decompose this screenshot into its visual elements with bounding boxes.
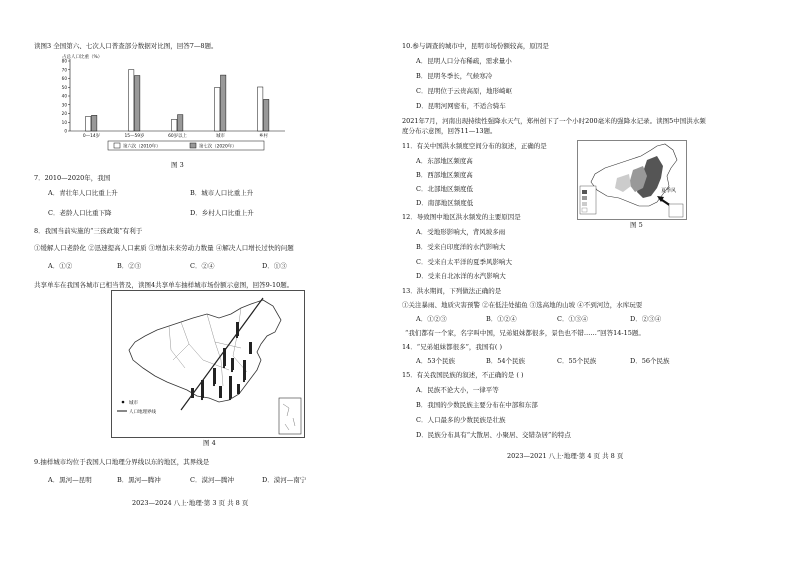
bar-census6-3 <box>215 88 220 131</box>
south-china-sea-inset <box>669 204 683 217</box>
city-share-bar <box>243 360 246 380</box>
q10-option-d: D．昆明河网密布，不适合骑车 <box>416 102 506 110</box>
x-tick-label: 0—14岁 <box>82 134 101 139</box>
right-footer: 2023—2021 八上·地理·第 4 页 共 8 页 <box>507 452 624 460</box>
legend-swatch-0 <box>114 143 120 148</box>
q10-option-a: A．昆明人口分布稀疏，需求量小 <box>416 57 512 65</box>
fig5-caption: 图 5 <box>630 221 643 229</box>
bar-census7-1 <box>135 76 140 131</box>
legend-swatch-1 <box>190 143 196 148</box>
city-share-bar <box>223 348 226 366</box>
bar-census6-1 <box>129 70 134 131</box>
q9-option-c: C．漠河—腾冲 <box>190 476 234 484</box>
fig5-intro-line2: 度分布示意图，回答11—13题。 <box>402 127 497 135</box>
fig4-caption: 图 4 <box>203 439 216 447</box>
city-dot <box>243 380 245 382</box>
q15-option-b: B．我国的少数民族主要分布在中部和东部 <box>416 401 538 409</box>
q12-stem: 12．导致图中地区洪水频发的主要原因是 <box>402 213 521 221</box>
south-china-sea-inset <box>279 398 301 434</box>
city-share-bar <box>231 358 234 370</box>
q15-option-d: D．民族分布具有“大散居、小聚居、交错杂居”的特点 <box>416 431 571 439</box>
legend-city-dot <box>122 401 125 404</box>
x-tick-label: 乡村 <box>259 134 268 139</box>
legend-swatch-low <box>582 202 587 206</box>
legend-swatch-none <box>582 208 587 212</box>
legend-label-0: 第六次（2010年） <box>123 144 161 150</box>
q13-option-b: B．①②④ <box>486 315 517 323</box>
q13-option-a: A．①②③ <box>416 315 447 323</box>
q10-stem: 10.参与调查的城市中，昆明市场份额较高，原因是 <box>402 42 549 50</box>
q7-option-b: B．城市人口比重上升 <box>190 189 254 197</box>
left-footer: 2023—2024 八上·地理·第 3 页 共 8 页 <box>132 499 249 507</box>
city-share-bar <box>249 342 252 354</box>
q8-option-a: A．①② <box>48 262 73 270</box>
q7-option-d: D．乡村人口比重上升 <box>190 209 254 217</box>
bar-census7-3 <box>221 75 226 131</box>
q8-statements: ①缓解人口老龄化 ②迅速提高人口素质 ③增加未来劳动力数量 ④解决人口增长过快的问题 <box>34 244 294 252</box>
q13-option-d: D．②③④ <box>630 315 662 323</box>
y-tick-label: 70 <box>61 67 67 73</box>
x-tick-label: 城市 <box>216 134 225 139</box>
y-tick-label: 20 <box>61 111 67 116</box>
legend-swatch-high <box>582 190 587 194</box>
bar-census7-4 <box>264 99 269 131</box>
y-tick-label: 0 <box>64 128 67 134</box>
q8-option-b: B．②③ <box>117 262 142 270</box>
legend-city-label: 城市 <box>129 401 138 406</box>
city-dot <box>213 384 215 386</box>
fig5-flood-map <box>577 140 687 220</box>
q7-option-a: A．青壮年人口比重上升 <box>48 189 118 197</box>
fig3-intro: 读图3 全国第六、七次人口普查部分数据对比图，回答7—8题。 <box>34 42 218 50</box>
legend-line-label: 人口地理界线 <box>129 410 156 415</box>
q8-option-d: D．①③ <box>262 262 287 270</box>
x-tick-label: 15—59岁 <box>124 134 145 139</box>
q8-option-c: C．②④ <box>190 262 215 270</box>
q11-option-d: D．南部地区频度低 <box>416 199 474 207</box>
y-tick-label: 80 <box>61 58 67 64</box>
y-axis-label: 占总人口比重（%） <box>62 55 103 60</box>
q15-option-c: C．人口最多的少数民族是壮族 <box>416 416 506 424</box>
q11-option-a: A．东部地区频度高 <box>416 157 473 165</box>
q12-option-b: B．受来自印度洋的水汽影响大 <box>416 243 506 251</box>
bar-census7-0 <box>92 115 97 131</box>
fig4-intro: 共享单车在我国各城市已相当普及，读图4共享单车抽样城市场份额示意图，回答9-10题。 <box>34 281 294 289</box>
y-tick-label: 40 <box>61 93 67 99</box>
q7-option-c: C．老龄人口比重下降 <box>48 209 112 217</box>
q13-statements: ①关注暴雨、地质灾害预警 ②在低洼处捕鱼 ③选高地的山坡 ④不到河边，水库玩耍 <box>402 301 643 309</box>
q8-stem: 8．我国当前实施的“三孩政策”有利于 <box>34 227 143 235</box>
q9-option-b: B．黑河—腾冲 <box>117 476 161 484</box>
city-dot <box>223 366 225 368</box>
x-tick-label: 60岁以上 <box>168 134 187 139</box>
city-share-bar <box>219 386 222 398</box>
city-dot <box>231 370 233 372</box>
q10-option-c: C．昆明位于云贵高原，地形崎岖 <box>416 87 512 95</box>
q14-intro: “我们都有一个家，名字叫中国，兄弟姐妹都很多，景色也不错……”回答14-15题。 <box>405 329 645 337</box>
q9-stem: 9.抽样城市均位于我国人口地理分界线以东的地区，其界线是 <box>34 458 210 466</box>
summer-monsoon-label: 夏季风 <box>661 188 677 194</box>
q9-option-d: D．漠河—南宁 <box>262 476 307 484</box>
q12-option-a: A．受地形影响大，背风坡多雨 <box>416 228 506 236</box>
bar-census7-2 <box>178 115 183 131</box>
legend-swatch-mid <box>582 196 587 200</box>
q12-option-c: C．受来自太平洋的夏季风影响大 <box>416 258 512 266</box>
q12-option-d: D．受来自北冰洋的水汽影响大 <box>416 272 506 280</box>
q14-option-b: B．54个民族 <box>486 357 526 365</box>
q14-option-c: C．55个民族 <box>557 357 597 365</box>
bar-census6-4 <box>258 87 263 131</box>
fig4-china-map <box>111 290 305 438</box>
fig3-caption: 图 3 <box>171 161 184 169</box>
city-share-bar <box>191 388 194 398</box>
city-dot <box>236 336 238 338</box>
q14-option-a: A．53个民族 <box>416 357 455 365</box>
city-dot <box>201 398 203 400</box>
y-tick-label: 30 <box>61 102 67 108</box>
y-tick-label: 60 <box>61 76 67 81</box>
right-page <box>397 0 794 561</box>
q14-option-d: D．56个民族 <box>630 357 670 365</box>
fig5-intro-line1: 2021年7月，河南出现持续性强降水天气，郑州创下了一个小时200毫米的强降水记录。读图5中国洪水频 <box>402 117 706 125</box>
city-share-bar <box>237 384 240 394</box>
q11-stem: 11．有关中国洪水频度空间分布的叙述，正确的是 <box>402 142 547 150</box>
legend-label-1: 第七次（2020年） <box>199 144 237 150</box>
y-tick-label: 50 <box>61 84 67 90</box>
q14-stem: 14．“兄弟姐妹都很多”，我国有( ) <box>402 343 503 351</box>
q15-option-a: A．民族不论大小，一律平等 <box>416 386 499 394</box>
q9-option-a: A．黑河—昆明 <box>48 476 92 484</box>
fig3-bar-chart <box>40 53 330 163</box>
bar-census6-0 <box>86 116 91 131</box>
q11-option-c: C．北部地区频度低 <box>416 185 473 193</box>
q13-stem: 13．洪水期间，下列做法正确的是 <box>402 287 502 295</box>
city-share-bar <box>201 380 204 398</box>
bar-census6-2 <box>172 119 177 131</box>
y-tick-label: 10 <box>61 119 67 125</box>
city-share-bar <box>236 322 239 336</box>
q15-stem: 15．有关我国民族的叙述，不正确的是 ( ) <box>402 371 524 379</box>
city-dot <box>229 398 231 400</box>
fig4-frame <box>112 291 305 438</box>
q7-stem: 7．2010—2020年，我国 <box>34 174 111 182</box>
city-share-bar <box>213 368 216 384</box>
city-share-bar <box>229 376 232 398</box>
q10-option-b: B．昆明冬季长，气候寒冷 <box>416 72 493 80</box>
q11-option-b: B．西部地区频度高 <box>416 171 473 179</box>
q13-option-c: C．①③④ <box>557 315 588 323</box>
